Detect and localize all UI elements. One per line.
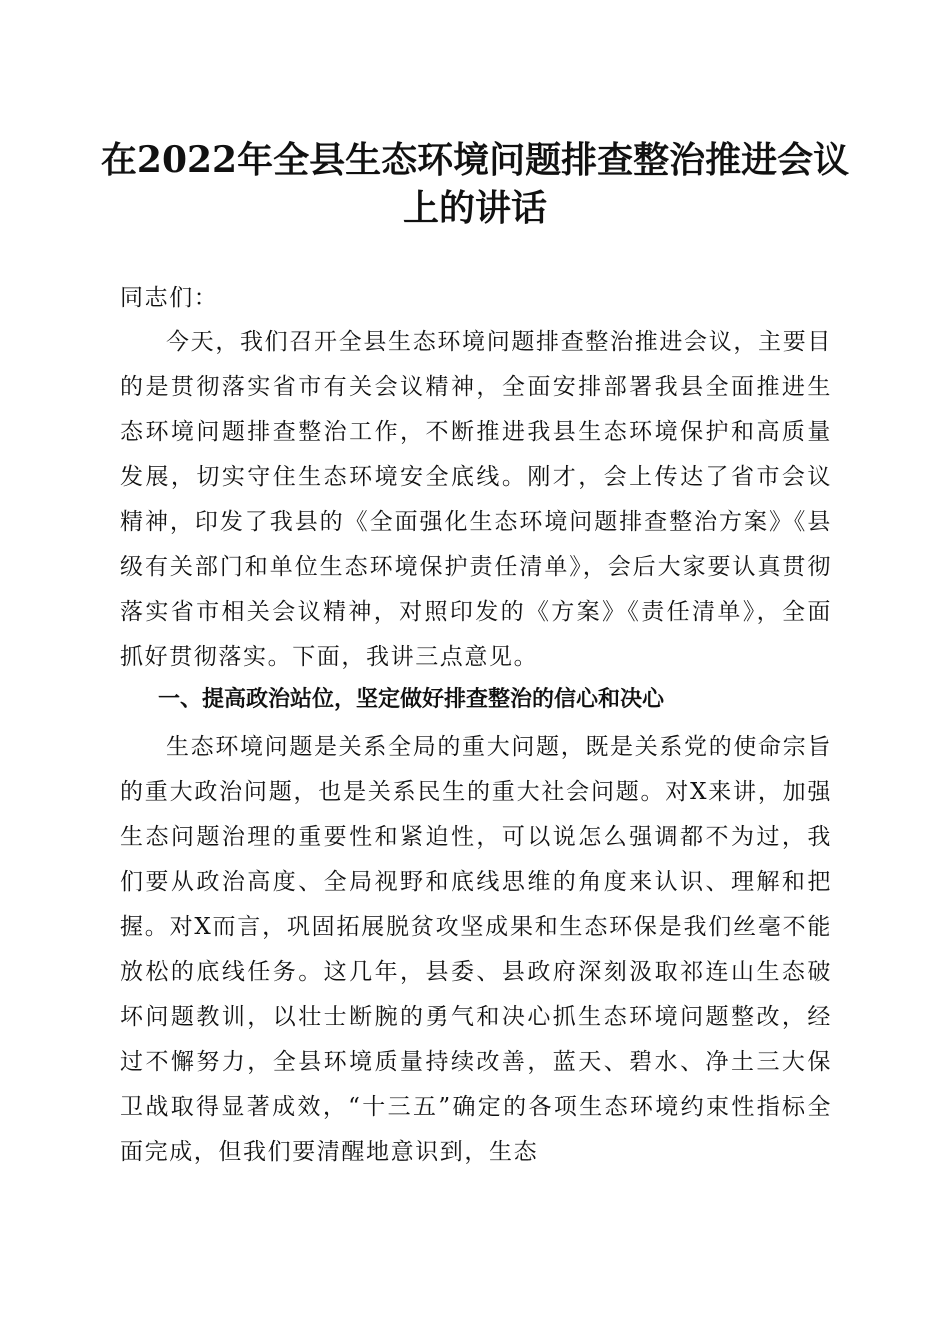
section-heading-1: 一、提高政治站位，坚定做好排查整治的信心和决心 (158, 687, 665, 712)
document-title: 在2022年全县生态环境问题排查整治推进会议上的讲话 (100, 139, 850, 229)
paragraph-section-1: 生态环境问题是关系全局的重大问题，既是关系党的使命宗旨的重大政治问题，也是关系民生的重大社会问题。对X来讲，加强生态问题治理的重要性和紧迫性，可以说怎么强调都不为过，我们要从政治高度、全局视野和底线思维的角度来认识、理解和把握。对X而言，巩固拓展脱贫攻坚成果和生态环保是我们丝毫不能放松的底线任务。这几年，县委、县政府深刻汲取祁连山生态破坏问题教训，以壮士断腕的勇气和决心抓生态环境问题整改，经过不懈努力，全县环境质量持续改善，蓝天、碧水、净土三大保卫战取得显著成效，“十三五”确定的各项生态环境约束性指标全面完成，但我们要清醒地意识到，生态 (120, 734, 832, 1165)
paragraph-intro: 今天，我们召开全县生态环境问题排查整治推进会议，主要目的是贯彻落实省市有关会议精神，全面安排部署我县全面推进生态环境问题排查整治工作，不断推进我县生态环境保护和高质量发展，切实守住生态环境安全底线。刚才，会上传达了省市会议精神，印发了我县的《全面强化生态环境问题排查整治方案》《县级有关部门和单位生态环境保护责任清单》，会后大家要认真贯彻落实省市相关会议精神，对照印发的《方案》《责任清单》，全面抓好贯彻落实。下面，我讲三点意见。 (120, 329, 832, 670)
salutation: 同志们： (120, 285, 219, 311)
